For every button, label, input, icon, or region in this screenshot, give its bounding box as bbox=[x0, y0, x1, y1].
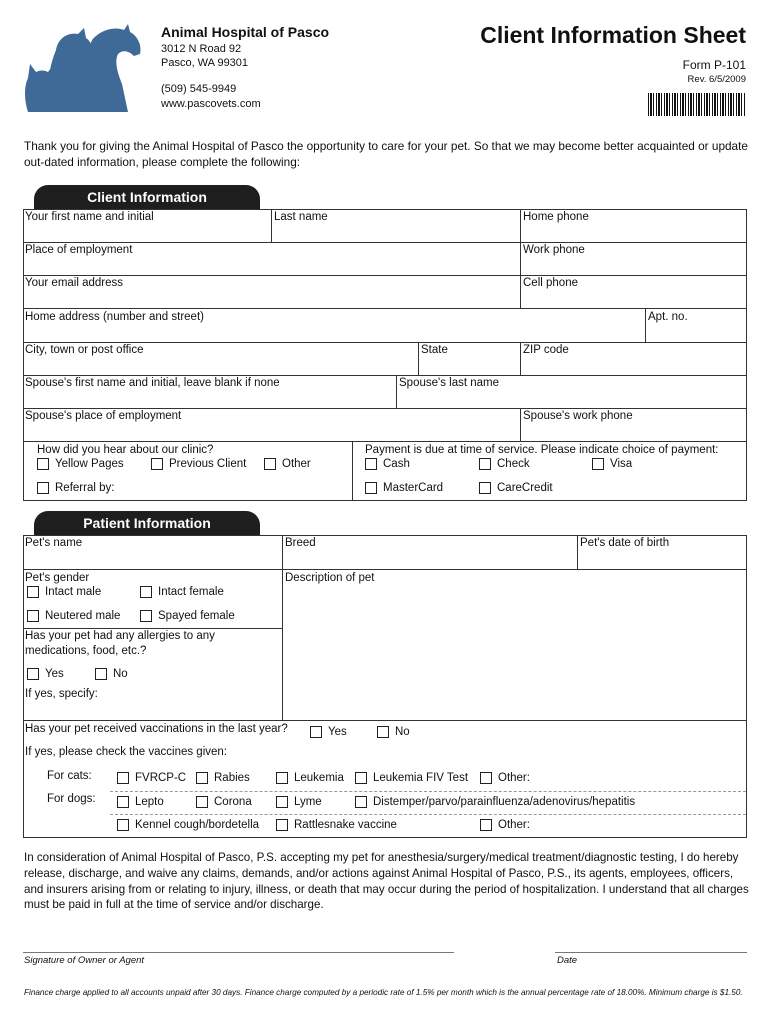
checkbox-distemper[interactable]: Distemper/parvo/parainfluenza/adenovirus/hepatitis bbox=[355, 796, 635, 808]
last-name-field[interactable]: Last name bbox=[274, 211, 328, 223]
checkbox-carecredit[interactable]: CareCredit bbox=[479, 482, 553, 494]
checkbox-icon[interactable] bbox=[95, 668, 107, 680]
state-field[interactable]: State bbox=[421, 344, 448, 356]
checkbox-intact-female[interactable]: Intact female bbox=[140, 586, 224, 598]
checkbox-rattlesnake[interactable]: Rattlesnake vaccine bbox=[276, 819, 397, 831]
checkbox-icon[interactable] bbox=[27, 586, 39, 598]
checkbox-icon[interactable] bbox=[140, 586, 152, 598]
allergies-question-line2: medications, food, etc.? bbox=[25, 645, 147, 657]
checkbox-intact-male[interactable]: Intact male bbox=[27, 586, 101, 598]
checkbox-icon[interactable] bbox=[264, 458, 276, 470]
vaccine-check-label: If yes, please check the vaccines given: bbox=[25, 746, 227, 758]
checkbox-icon[interactable] bbox=[27, 610, 39, 622]
checkbox-icon[interactable] bbox=[377, 726, 389, 738]
checkbox-vacc-no[interactable]: No bbox=[377, 726, 410, 738]
checkbox-icon[interactable] bbox=[117, 796, 129, 808]
work-phone-field[interactable]: Work phone bbox=[523, 244, 585, 256]
checkbox-icon[interactable] bbox=[365, 458, 377, 470]
patient-info-tab: Patient Information bbox=[34, 511, 260, 535]
form-title: Client Information Sheet bbox=[480, 22, 746, 48]
client-info-tab: Client Information bbox=[34, 185, 260, 209]
checkbox-icon[interactable] bbox=[365, 482, 377, 494]
checkbox-icon[interactable] bbox=[27, 668, 39, 680]
checkbox-referral[interactable]: Referral by: bbox=[37, 482, 114, 494]
checkbox-lyme[interactable]: Lyme bbox=[276, 796, 322, 808]
address-line1: 3012 N Road 92 bbox=[161, 43, 242, 55]
checkbox-spayed-female[interactable]: Spayed female bbox=[140, 610, 235, 622]
finance-note: Finance charge applied to all accounts unpaid after 30 days. Finance charge computed by a periodic rate of 1.5% per month which is the annual percentage rate of 18.00%. Minimum charge is $1.50. bbox=[24, 988, 743, 997]
vaccination-question: Has your pet received vaccinations in the last year? bbox=[25, 723, 288, 735]
spouse-work-phone-field[interactable]: Spouse's work phone bbox=[523, 410, 633, 422]
breed-field[interactable]: Breed bbox=[285, 537, 316, 549]
checkbox-allergies-no[interactable]: No bbox=[95, 668, 128, 680]
checkbox-leukemia[interactable]: Leukemia bbox=[276, 772, 344, 784]
checkbox-icon[interactable] bbox=[355, 796, 367, 808]
checkbox-allergies-yes[interactable]: Yes bbox=[27, 668, 64, 680]
checkbox-kennel-cough[interactable]: Kennel cough/bordetella bbox=[117, 819, 259, 831]
checkbox-visa[interactable]: Visa bbox=[592, 458, 632, 470]
checkbox-icon[interactable] bbox=[196, 772, 208, 784]
checkbox-yellow-pages[interactable]: Yellow Pages bbox=[37, 458, 124, 470]
barcode-icon bbox=[648, 93, 746, 116]
hospital-logo bbox=[22, 20, 152, 120]
checkbox-icon[interactable] bbox=[479, 458, 491, 470]
checkbox-icon[interactable] bbox=[310, 726, 322, 738]
revision: Rev. 6/5/2009 bbox=[687, 74, 746, 85]
checkbox-icon[interactable] bbox=[480, 819, 492, 831]
city-field[interactable]: City, town or post office bbox=[25, 344, 144, 356]
animal-silhouettes-logo-icon bbox=[22, 20, 152, 120]
cell-phone-field[interactable]: Cell phone bbox=[523, 277, 578, 289]
first-name-field[interactable]: Your first name and initial bbox=[25, 211, 154, 223]
checkbox-icon[interactable] bbox=[479, 482, 491, 494]
checkbox-fvrcp-c[interactable]: FVRCP-C bbox=[117, 772, 186, 784]
address-line2: Pasco, WA 99301 bbox=[161, 57, 249, 69]
date-line[interactable] bbox=[555, 952, 747, 953]
checkbox-check[interactable]: Check bbox=[479, 458, 530, 470]
gender-label: Pet's gender bbox=[25, 572, 90, 584]
checkbox-icon[interactable] bbox=[276, 772, 288, 784]
allergies-specify-field[interactable]: If yes, specify: bbox=[25, 688, 98, 700]
org-name: Animal Hospital of Pasco bbox=[161, 24, 330, 40]
payment-question: Payment is due at time of service. Please indicate choice of payment: bbox=[365, 444, 719, 456]
form-number: Form P-101 bbox=[682, 58, 746, 72]
home-address-field[interactable]: Home address (number and street) bbox=[25, 311, 204, 323]
signature-line[interactable] bbox=[23, 952, 454, 953]
checkbox-icon[interactable] bbox=[196, 796, 208, 808]
checkbox-dog-other[interactable]: Other: bbox=[480, 819, 530, 831]
checkbox-icon[interactable] bbox=[592, 458, 604, 470]
zip-field[interactable]: ZIP code bbox=[523, 344, 569, 356]
checkbox-icon[interactable] bbox=[276, 819, 288, 831]
checkbox-icon[interactable] bbox=[480, 772, 492, 784]
phone: (509) 545-9949 bbox=[161, 83, 237, 95]
dob-field[interactable]: Pet's date of birth bbox=[580, 537, 670, 549]
intro-text: Thank you for giving the Animal Hospital of Pasco the opportunity to care for your pet. So that we may become better acquainted or update out-dated information, please complete the following: bbox=[24, 139, 748, 169]
checkbox-icon[interactable] bbox=[37, 482, 49, 494]
employment-field[interactable]: Place of employment bbox=[25, 244, 133, 256]
checkbox-icon[interactable] bbox=[151, 458, 163, 470]
checkbox-vacc-yes[interactable]: Yes bbox=[310, 726, 347, 738]
checkbox-icon[interactable] bbox=[355, 772, 367, 784]
checkbox-icon[interactable] bbox=[140, 610, 152, 622]
checkbox-icon[interactable] bbox=[117, 772, 129, 784]
checkbox-cash[interactable]: Cash bbox=[365, 458, 410, 470]
checkbox-lepto[interactable]: Lepto bbox=[117, 796, 164, 808]
home-phone-field[interactable]: Home phone bbox=[523, 211, 589, 223]
consent-text: In consideration of Animal Hospital of Pasco, P.S. accepting my pet for anesthesia/surgery/medical treatment/diagnostic testing, I do hereby release, discharge, and waive any claims, demands, and/or actions against Animal Hospital of Pasco, P.S., its agents, employees, officers, and insurers arising from or relating to injury, illness, or death that may occur during the period of hospitalization. I understand that all charges must be paid in full at the time of service and/or discharge. bbox=[24, 851, 749, 912]
checkbox-neutered-male[interactable]: Neutered male bbox=[27, 610, 120, 622]
checkbox-icon[interactable] bbox=[117, 819, 129, 831]
allergies-question-line1: Has your pet had any allergies to any bbox=[25, 630, 215, 642]
date-label: Date bbox=[557, 955, 578, 966]
checkbox-leukemia-fiv[interactable]: Leukemia FIV Test bbox=[355, 772, 468, 784]
checkbox-icon[interactable] bbox=[276, 796, 288, 808]
apt-no-field[interactable]: Apt. no. bbox=[648, 311, 688, 323]
for-dogs-label: For dogs: bbox=[47, 793, 96, 805]
checkbox-cat-other[interactable]: Other: bbox=[480, 772, 530, 784]
spouse-last-field[interactable]: Spouse's last name bbox=[399, 377, 500, 389]
spouse-employment-field[interactable]: Spouse's place of employment bbox=[25, 410, 182, 422]
checkbox-corona[interactable]: Corona bbox=[196, 796, 252, 808]
checkbox-cat-rabies[interactable]: Rabies bbox=[196, 772, 250, 784]
checkbox-mastercard[interactable]: MasterCard bbox=[365, 482, 443, 494]
description-field[interactable]: Description of pet bbox=[285, 572, 375, 584]
checkbox-previous-client[interactable]: Previous Client bbox=[151, 458, 246, 470]
checkbox-other-source[interactable]: Other bbox=[264, 458, 311, 470]
for-cats-label: For cats: bbox=[47, 770, 92, 782]
email-field[interactable]: Your email address bbox=[25, 277, 124, 289]
spouse-first-field[interactable]: Spouse's first name and initial, leave blank if none bbox=[25, 377, 280, 389]
signature-label: Signature of Owner or Agent bbox=[24, 955, 145, 966]
checkbox-icon[interactable] bbox=[37, 458, 49, 470]
pet-name-field[interactable]: Pet's name bbox=[25, 537, 83, 549]
website: www.pascovets.com bbox=[161, 98, 261, 110]
hear-question: How did you hear about our clinic? bbox=[37, 444, 214, 456]
